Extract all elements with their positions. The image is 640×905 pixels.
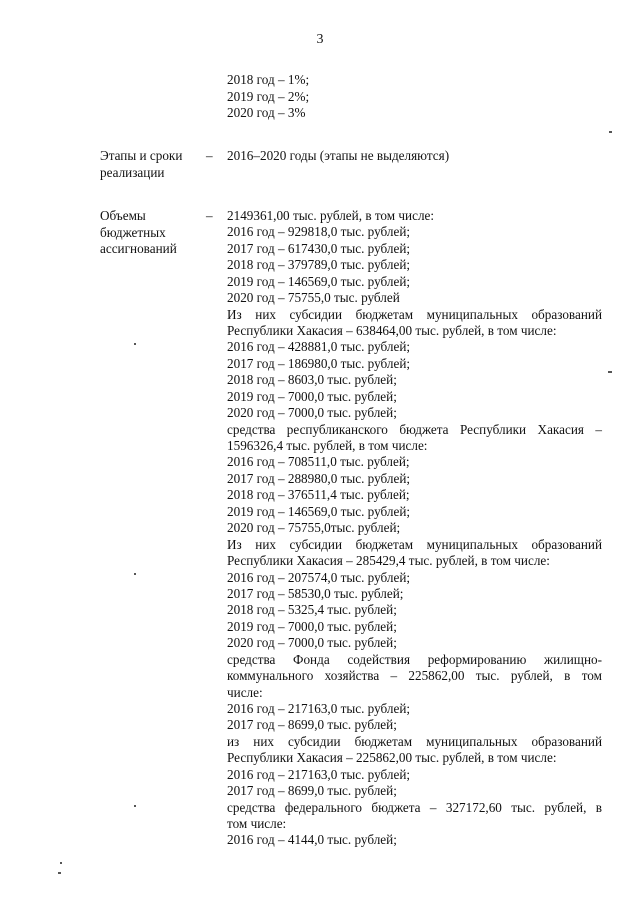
budget-line: 2017 год – 186980,0 тыс. рублей; [227,355,411,371]
budget-line: коммунального хозяйства – 225862,00 тыс. рублей, в том [227,668,602,683]
budget-line: том числе: [227,815,287,831]
budget-line: 2016 год – 217163,0 тыс. рублей; [227,700,411,716]
intro-line: 2019 год – 2%; [227,88,310,104]
scan-speck [608,371,612,373]
intro-line: 2020 год – 3% [227,105,306,120]
scan-speck [134,573,136,575]
budget-line: Из них субсидии бюджетам муниципальных образований [227,306,602,322]
budget-line: Республики Хакасия – 638464,00 тыс. рублей, в том числе: [227,323,557,338]
budget-line: 2149361,00 тыс. рублей, в том числе: [227,208,435,223]
budget-line: числе: [227,684,263,700]
budget-line: 2017 год – 58530,0 тыс. рублей; [227,585,404,601]
budget-line: 2016 год – 929818,0 тыс. рублей; [227,224,411,240]
budget-label-line-1: Объемы [100,208,146,223]
stages-label-line-2: реализации [100,164,165,180]
budget-dash: – [206,208,213,223]
budget-line: 2017 год – 288980,0 тыс. рублей; [227,470,411,486]
budget-line: средства Фонда содействия реформированию жилищно- [227,651,602,667]
stages-label-line-1: Этапы и сроки [100,148,183,163]
intro-line: 2018 год – 1%; [227,72,310,87]
budget-line: средства республиканского бюджета Республики Хакасия – [227,421,602,437]
scan-speck [134,343,136,345]
budget-line: 1596326,4 тыс. рублей, в том числе: [227,438,428,453]
scan-speck [60,862,62,864]
budget-label-line-2: бюджетных [100,224,166,240]
budget-line: 2017 год – 8699,0 тыс. рублей; [227,717,397,733]
stages-value: 2016–2020 годы (этапы не выделяются) [227,148,450,163]
budget-line: 2016 год – 217163,0 тыс. рублей; [227,766,411,782]
budget-line: 2018 год – 8603,0 тыс. рублей; [227,372,397,388]
budget-line: 2017 год – 8699,0 тыс. рублей; [227,783,397,798]
budget-line: 2016 год – 207574,0 тыс. рублей; [227,569,411,585]
budget-line: 2016 год – 708511,0 тыс. рублей; [227,454,410,470]
budget-line: 2017 год – 617430,0 тыс. рублей; [227,240,411,256]
budget-label-line-3: ассигнований [100,241,177,256]
budget-line: 2019 год – 146569,0 тыс. рублей; [227,273,411,289]
budget-line: из них субсидии бюджетам муниципальных образований [227,733,602,749]
budget-line: 2016 год – 4144,0 тыс. рублей; [227,832,397,848]
stages-dash: – [206,148,213,163]
budget-line: 2018 год – 379789,0 тыс. рублей; [227,257,411,273]
page-number: 3 [316,32,324,47]
budget-line: Республики Хакасия – 225862,00 тыс. рублей, в том числе: [227,750,557,766]
budget-line: 2018 год – 5325,4 тыс. рублей; [227,602,397,618]
budget-line: 2019 год – 7000,0 тыс. рублей; [227,388,397,404]
budget-line: 2020 год – 7000,0 тыс. рублей; [227,635,397,651]
scan-speck [134,805,136,807]
budget-line: Республики Хакасия – 285429,4 тыс. рублей, в том числе: [227,553,550,568]
budget-line: 2020 год – 7000,0 тыс. рублей; [227,405,397,421]
budget-line: 2018 год – 376511,4 тыс. рублей; [227,487,410,503]
scan-speck [609,131,612,133]
budget-line: 2020 год – 75755,0 тыс. рублей [227,290,400,306]
budget-line: 2016 год – 428881,0 тыс. рублей; [227,339,411,355]
budget-line: 2019 год – 7000,0 тыс. рублей; [227,618,397,634]
budget-line: средства федерального бюджета – 327172,60 тыс. рублей, в [227,799,602,815]
scan-speck [58,872,61,874]
budget-line: Из них субсидии бюджетам муниципальных образований [227,536,602,552]
budget-line: 2019 год – 146569,0 тыс. рублей; [227,503,411,519]
budget-line: 2020 год – 75755,0тыс. рублей; [227,520,401,536]
